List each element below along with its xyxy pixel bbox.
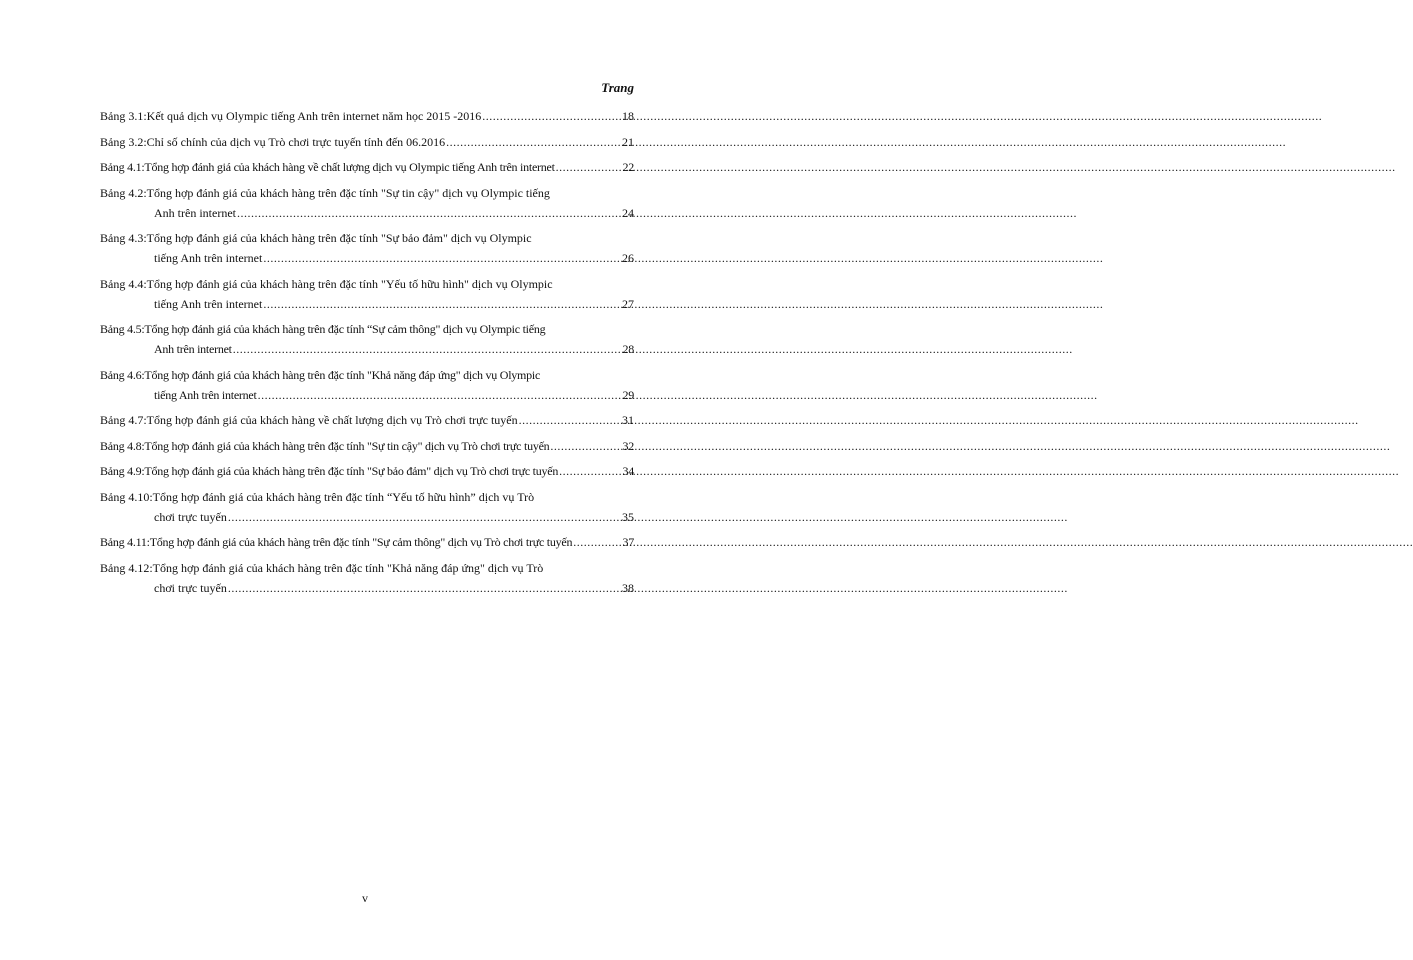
toc-entry-line	[100, 532, 634, 552]
toc-entry-line	[100, 106, 634, 126]
toc-leader-dots	[228, 578, 621, 598]
toc-entry-page: 34	[622, 464, 634, 478]
toc-entry-title: Tổng hợp đánh giá của khách hàng về chất lượng dịch vụ Olympic tiếng Anh trên internet	[144, 160, 555, 174]
document-page	[0, 0, 700, 960]
toc-entry-title: Chỉ số chính của dịch vụ Trò chơi trực tuyến tính đến 06.2016	[146, 134, 446, 149]
toc-entry[interactable]	[100, 183, 634, 223]
toc-entry-label: Bảng 4.7:	[100, 413, 147, 427]
toc-entry-title: Tổng hợp đánh giá của khách hàng trên đặc tính "Khả năng đáp ứng" dịch vụ Olympic	[144, 367, 541, 382]
toc-entry-page: 21	[622, 134, 634, 149]
toc-entry[interactable]	[100, 532, 634, 552]
toc-leader-dots	[519, 410, 621, 430]
toc-entry-line	[100, 183, 634, 203]
toc-entry-title: Tổng hợp đánh giá của khách hàng trên đặc tính "Sự bảo đảm" dịch vụ Trò chơi trực tuyến	[144, 464, 559, 478]
toc-entry[interactable]	[100, 132, 634, 152]
toc-entry[interactable]	[100, 558, 634, 598]
toc-entry-title-cont: chơi trực tuyến	[154, 509, 227, 524]
list-of-tables	[100, 106, 634, 603]
toc-entry-title-cont: tiếng Anh trên internet	[154, 296, 263, 311]
toc-entry[interactable]	[100, 365, 634, 405]
toc-entry-title: Tổng hợp đánh giá của khách hàng về chất lượng dịch vụ Trò chơi trực tuyến	[146, 413, 518, 427]
toc-leader-dots	[559, 461, 621, 481]
toc-entry-page: 37	[622, 535, 634, 549]
toc-entry-label: Bảng 4.10:	[100, 489, 153, 504]
toc-entry-line	[100, 365, 634, 385]
toc-entry-title: Tổng hợp đánh giá của khách hàng trên đặc tính "Sự tin cậy" dịch vụ Olympic tiếng	[146, 185, 550, 200]
toc-entry-label: Bảng 4.4:	[100, 276, 147, 291]
toc-entry-page: 18	[622, 109, 634, 123]
toc-entry-title: Tổng hợp đánh giá của khách hàng trên đặc tính "Sự cảm thông" dịch vụ Trò chơi trực tuyến	[149, 535, 573, 549]
toc-entry-label: Bảng 4.6:	[100, 367, 145, 382]
toc-entry-line	[100, 558, 634, 578]
toc-leader-dots	[573, 532, 621, 552]
toc-entry-page: 24	[622, 205, 634, 220]
toc-leader-dots	[482, 106, 621, 126]
toc-entry[interactable]	[100, 157, 634, 177]
toc-leader-dots	[237, 203, 621, 223]
toc-entry-label: Bảng 4.9:	[100, 464, 145, 478]
toc-entry-label: Bảng 3.1:	[100, 109, 147, 123]
toc-entry-continuation	[100, 203, 634, 223]
toc-entry-line	[100, 319, 634, 339]
toc-entry-label: Bảng 4.2:	[100, 185, 147, 200]
toc-entry-page: 22	[622, 160, 634, 174]
toc-entry-continuation	[100, 248, 634, 268]
toc-entry-title-cont: chơi trực tuyến	[154, 580, 227, 595]
toc-entry-line	[100, 487, 634, 507]
toc-entry-page: 27	[622, 296, 634, 311]
toc-entry-title-cont: tiếng Anh trên internet	[154, 387, 257, 402]
toc-entry[interactable]	[100, 436, 634, 456]
toc-entry-title-cont: Anh trên internet	[154, 342, 232, 356]
toc-entry-page: 29	[622, 387, 634, 402]
toc-entry-title: Kết quả dịch vụ Olympic tiếng Anh trên internet năm học 2015 -2016	[146, 109, 482, 123]
toc-entry-label: Bảng 4.1:	[100, 160, 145, 174]
toc-entry-continuation	[100, 578, 634, 598]
page-column-heading: Trang	[601, 80, 634, 95]
toc-entry-line	[100, 461, 634, 481]
toc-entry[interactable]	[100, 106, 634, 126]
toc-entry-label: Bảng 4.12:	[100, 560, 153, 575]
toc-entry[interactable]	[100, 319, 634, 359]
toc-entry[interactable]	[100, 487, 634, 527]
toc-entry-line	[100, 157, 634, 177]
toc-entry-title: Tổng hợp đánh giá của khách hàng trên đặc tính "Yếu tố hữu hình" dịch vụ Olympic	[146, 276, 553, 291]
toc-leader-dots	[228, 507, 621, 527]
toc-entry-title-cont: tiếng Anh trên internet	[154, 251, 263, 265]
toc-entry-continuation	[100, 507, 634, 527]
toc-entry-label: Bảng 4.11:	[100, 535, 150, 549]
toc-leader-dots	[258, 385, 622, 405]
toc-entry-page: 38	[622, 580, 634, 595]
toc-leader-dots	[556, 157, 622, 177]
toc-entry-line	[100, 228, 634, 248]
toc-entry-continuation	[100, 385, 634, 405]
toc-entry-page: 26	[622, 251, 634, 265]
toc-leader-dots	[550, 436, 621, 456]
toc-leader-dots	[263, 294, 621, 314]
toc-entry[interactable]	[100, 410, 634, 430]
page-number: v	[362, 891, 368, 905]
toc-entry-line	[100, 132, 634, 152]
toc-entry-page: 32	[622, 438, 634, 453]
toc-entry-page: 31	[622, 413, 634, 427]
toc-entry-title: Tổng hợp đánh giá của khách hàng trên đặc tính "Sự bảo đảm" dịch vụ Olympic	[146, 231, 532, 245]
toc-entry-page: 28	[622, 342, 634, 356]
toc-entry[interactable]	[100, 461, 634, 481]
toc-entry-continuation	[100, 339, 634, 359]
toc-entry-line	[100, 410, 634, 430]
toc-entry-title: Tổng hợp đánh giá của khách hàng trên đặc tính “Yếu tố hữu hình” dịch vụ Trò	[152, 489, 535, 504]
toc-entry-title: Tổng hợp đánh giá của khách hàng trên đặc tính "Khả năng đáp ứng" dịch vụ Trò	[152, 560, 544, 575]
toc-entry-title: Tổng hợp đánh giá của khách hàng trên đặc tính “Sự cảm thông" dịch vụ Olympic tiếng	[144, 322, 546, 336]
toc-entry-continuation	[100, 294, 634, 314]
toc-leader-dots	[446, 132, 621, 152]
toc-entry[interactable]	[100, 274, 634, 314]
toc-entry-title-cont: Anh trên internet	[154, 205, 236, 220]
toc-entry[interactable]	[100, 228, 634, 268]
toc-entry-label: Bảng 4.3:	[100, 231, 147, 245]
toc-leader-dots	[263, 248, 621, 268]
toc-entry-line	[100, 436, 634, 456]
toc-entry-label: Bảng 4.8:	[100, 438, 145, 453]
toc-entry-title: Tổng hợp đánh giá của khách hàng trên đặc tính "Sự tin cậy" dịch vụ Trò chơi trực tuyến	[144, 438, 550, 453]
toc-entry-line	[100, 274, 634, 294]
toc-leader-dots	[233, 339, 622, 359]
toc-entry-label: Bảng 3.2:	[100, 134, 147, 149]
toc-entry-page: 35	[622, 509, 634, 524]
toc-entry-label: Bảng 4.5:	[100, 322, 145, 336]
